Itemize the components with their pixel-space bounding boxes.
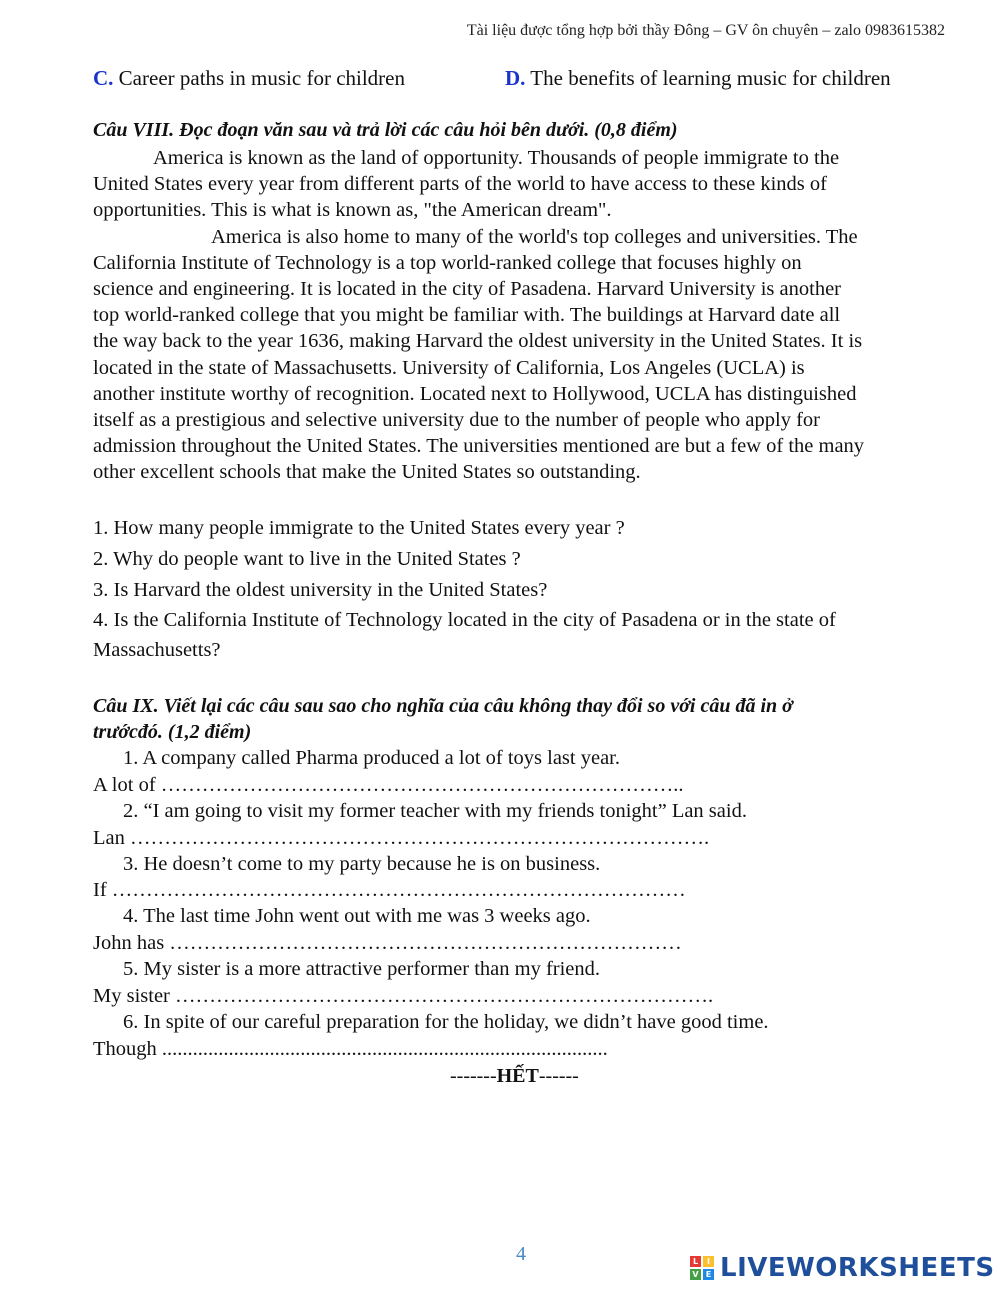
passage-line: itself as a prestigious and selective university due to the number of people who apply for — [93, 409, 820, 432]
passage-line: America is also home to many of the world's top colleges and universities. The — [211, 225, 858, 248]
question-1: 1. How many people immigrate to the United States every year ? — [93, 517, 625, 539]
rewrite-sentence-3: 3. He doesn’t come to my party because he is on business. — [123, 853, 601, 875]
passage-line: top world-ranked college that you might be familiar with. The buildings at Harvard date all — [93, 304, 841, 327]
page-number: 4 — [516, 1243, 526, 1265]
question-3: 3. Is Harvard the oldest university in the United States? — [93, 579, 548, 601]
passage-line: United States every year from different parts of the world to have access to these kinds of — [93, 173, 827, 196]
passage-line: other excellent schools that make the United States so outstanding. — [93, 461, 641, 484]
rewrite-sentence-4: 4. The last time John went out with me was 3 weeks ago. — [123, 905, 591, 927]
passage-line: opportunities. This is what is known as, "the American dream". — [93, 199, 612, 222]
option-d-letter: D. — [505, 66, 526, 90]
option-d-text: The benefits of learning music for children — [530, 66, 891, 90]
end-marker-prefix: ------- — [450, 1065, 497, 1087]
passage-line: California Institute of Technology is a top world-ranked college that focuses highly on — [93, 251, 802, 274]
rewrite-sentence-6: 6. In spite of our careful preparation for the holiday, we didn’t have good time. — [123, 1011, 769, 1033]
passage-line: the way back to the year 1636, making Harvard the oldest university in the United States. It is — [93, 330, 863, 353]
logo-icon-letter: I — [703, 1256, 714, 1267]
rewrite-answer-3[interactable]: If ………………………………………………………………………… — [93, 879, 686, 901]
rewrite-answer-6[interactable]: Though ....................................................................................... — [93, 1038, 608, 1060]
section-9-title: Câu IX. Viết lại các câu sau sao cho nghĩa của câu không thay đổi so với câu đã in ở — [93, 695, 793, 717]
rewrite-answer-1[interactable]: A lot of ………………………………………………………………….. — [93, 774, 684, 796]
passage-line: science and engineering. It is located in the city of Pasadena. Harvard University is another — [93, 278, 841, 301]
rewrite-sentence-1: 1. A company called Pharma produced a lot of toys last year. — [123, 747, 620, 769]
option-c-text: Career paths in music for children — [118, 66, 405, 90]
question-4: 4. Is the California Institute of Technology located in the city of Pasadena or in the state of — [93, 609, 836, 631]
option-d — [505, 66, 891, 91]
liveworksheets-logo[interactable] — [690, 1253, 995, 1283]
end-marker-word: HẾT — [496, 1065, 539, 1087]
question-4-cont: Massachusetts? — [93, 639, 221, 661]
rewrite-sentence-2: 2. “I am going to visit my former teacher with my friends tonight” Lan said. — [123, 800, 747, 822]
reading-passage — [93, 145, 973, 486]
rewrite-answer-4[interactable]: John has ………………………………………………………………… — [93, 932, 682, 954]
passage-line: America is known as the land of opportunity. Thousands of people immigrate to the — [153, 147, 840, 169]
question-2: 2. Why do people want to live in the United States ? — [93, 548, 521, 570]
rewrite-answer-5[interactable]: My sister ……………………………………………………………………. — [93, 985, 714, 1007]
rewrite-sentence-5: 5. My sister is a more attractive performer than my friend. — [123, 958, 601, 980]
end-marker-suffix: ------ — [538, 1065, 579, 1087]
passage-line: admission throughout the United States. The universities mentioned are but a few of the many — [93, 435, 865, 458]
liveworksheets-logo-text: LIVEWORKSHEETS — [720, 1253, 995, 1283]
option-c — [93, 66, 405, 91]
section-8-title: Câu VIII. Đọc đoạn văn sau và trả lời các câu hỏi bên dưới. (0,8 điểm) — [93, 119, 678, 141]
logo-icon-letter: V — [690, 1269, 701, 1280]
page-header: Tài liệu được tổng hợp bởi thầy Đông – GV ôn chuyên – zalo 0983615382 — [466, 22, 945, 39]
passage-line: another institute worthy of recognition. Located next to Hollywood, UCLA has distinguished — [93, 382, 857, 405]
end-marker — [450, 1065, 579, 1088]
rewrite-answer-2[interactable]: Lan …………………………………………………………………………. — [93, 827, 710, 849]
logo-icon-letter: E — [703, 1269, 714, 1280]
option-c-letter: C. — [93, 66, 114, 90]
liveworksheets-logo-icon — [690, 1256, 714, 1280]
section-9-title-cont: trướcđó. (1,2 điểm) — [93, 721, 252, 743]
logo-icon-letter: L — [690, 1256, 701, 1267]
passage-line: located in the state of Massachusetts. University of California, Los Angeles (UCLA) is — [93, 356, 805, 379]
